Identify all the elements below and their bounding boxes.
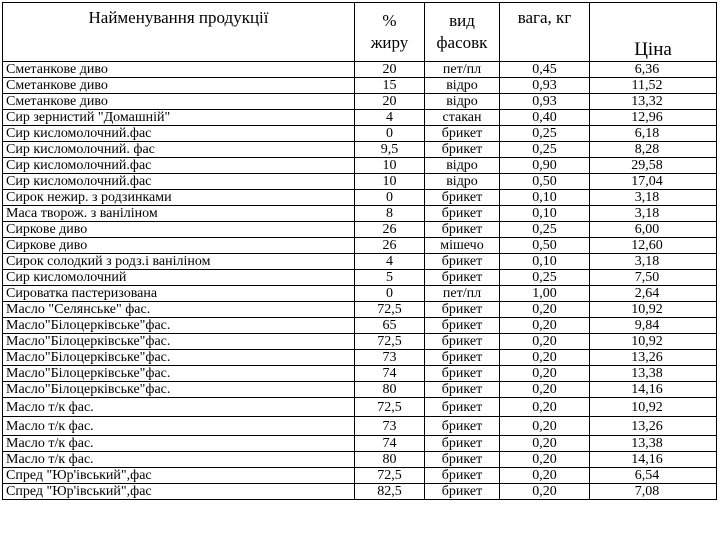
cell-name: Сироватка пастеризована [3,286,355,302]
table-row [3,158,717,174]
cell-price: 13,38 [590,436,717,452]
cell-weight: 0,20 [500,452,590,468]
cell-weight: 0,25 [500,270,590,286]
cell-price: 7,08 [590,484,717,500]
cell-weight: 0,20 [500,398,590,417]
cell-pack: брикет [425,398,500,417]
cell-weight: 0,20 [500,468,590,484]
cell-pack: брикет [425,142,500,158]
cell-fat: 72,5 [355,468,425,484]
cell-price: 6,18 [590,126,717,142]
cell-weight: 0,20 [500,302,590,318]
price-list [2,2,716,500]
cell-weight: 0,10 [500,206,590,222]
cell-price: 14,16 [590,452,717,468]
cell-name: Масло"Білоцерківське"фас. [3,350,355,366]
cell-name: Сир кисломолочний.фас [3,158,355,174]
header-price: Ціна [590,3,717,62]
cell-name: Масло т/к фас. [3,452,355,468]
cell-pack: брикет [425,222,500,238]
cell-weight: 0,90 [500,158,590,174]
cell-pack: стакан [425,110,500,126]
cell-price: 10,92 [590,398,717,417]
cell-weight: 0,93 [500,94,590,110]
table-row [3,417,717,436]
cell-fat: 10 [355,158,425,174]
cell-name: Сиркове диво [3,238,355,254]
cell-pack: брикет [425,254,500,270]
cell-fat: 20 [355,94,425,110]
cell-name: Сир зернистий "Домашній" [3,110,355,126]
cell-fat: 74 [355,366,425,382]
table-row [3,94,717,110]
cell-weight: 1,00 [500,286,590,302]
cell-name: Сир кисломолочний. фас [3,142,355,158]
cell-fat: 82,5 [355,484,425,500]
table-row [3,254,717,270]
cell-fat: 15 [355,78,425,94]
header-name: Найменування продукції [3,3,355,62]
cell-name: Маса творож. з ваніліном [3,206,355,222]
cell-name: Сиркове диво [3,222,355,238]
cell-fat: 20 [355,62,425,78]
cell-pack: пет/пл [425,62,500,78]
cell-name: Сметанкове диво [3,94,355,110]
cell-price: 6,00 [590,222,717,238]
cell-price: 13,26 [590,350,717,366]
cell-pack: брикет [425,350,500,366]
cell-name: Масло"Білоцерківське"фас. [3,318,355,334]
table-row [3,270,717,286]
table-row [3,174,717,190]
header-fat: % жиру [355,3,425,62]
cell-price: 13,32 [590,94,717,110]
cell-price: 10,92 [590,302,717,318]
cell-fat: 10 [355,174,425,190]
cell-name: Масло т/к фас. [3,417,355,436]
cell-fat: 26 [355,222,425,238]
cell-name: Спред "Юр'івський",фас [3,468,355,484]
table-row [3,302,717,318]
cell-fat: 80 [355,382,425,398]
cell-price: 29,58 [590,158,717,174]
cell-fat: 4 [355,110,425,126]
cell-price: 7,50 [590,270,717,286]
table-row [3,238,717,254]
cell-name: Сметанкове диво [3,78,355,94]
cell-pack: брикет [425,366,500,382]
cell-weight: 0,50 [500,174,590,190]
table-row [3,78,717,94]
cell-weight: 0,20 [500,350,590,366]
cell-price: 17,04 [590,174,717,190]
cell-fat: 26 [355,238,425,254]
cell-name: Масло "Селянське" фас. [3,302,355,318]
cell-pack: брикет [425,270,500,286]
table-row [3,398,717,417]
cell-weight: 0,40 [500,110,590,126]
cell-fat: 9,5 [355,142,425,158]
cell-weight: 0,20 [500,484,590,500]
cell-name: Спред "Юр'івський",фас [3,484,355,500]
table-row [3,318,717,334]
cell-fat: 0 [355,286,425,302]
header-pack: вид фасовк [425,3,500,62]
cell-weight: 0,50 [500,238,590,254]
cell-price: 3,18 [590,206,717,222]
cell-name: Сир кисломолочний.фас [3,126,355,142]
cell-weight: 0,20 [500,318,590,334]
cell-pack: брикет [425,382,500,398]
cell-fat: 65 [355,318,425,334]
cell-name: Сирок нежир. з родзинками [3,190,355,206]
cell-fat: 72,5 [355,334,425,350]
cell-weight: 0,20 [500,436,590,452]
table-row [3,286,717,302]
table-row [3,484,717,500]
cell-pack: брикет [425,436,500,452]
table-row [3,468,717,484]
cell-fat: 5 [355,270,425,286]
cell-pack: брикет [425,452,500,468]
cell-weight: 0,10 [500,190,590,206]
cell-price: 13,38 [590,366,717,382]
cell-weight: 0,25 [500,142,590,158]
cell-name: Сир кисломолочний [3,270,355,286]
cell-price: 6,54 [590,468,717,484]
table-row [3,126,717,142]
cell-price: 8,28 [590,142,717,158]
cell-price: 12,96 [590,110,717,126]
cell-weight: 0,45 [500,62,590,78]
table-row [3,190,717,206]
cell-price: 14,16 [590,382,717,398]
cell-fat: 74 [355,436,425,452]
cell-fat: 72,5 [355,302,425,318]
cell-price: 12,60 [590,238,717,254]
cell-price: 3,18 [590,190,717,206]
table-row [3,206,717,222]
table-row [3,436,717,452]
cell-name: Масло т/к фас. [3,436,355,452]
table-row [3,366,717,382]
cell-pack: відро [425,174,500,190]
cell-pack: брикет [425,206,500,222]
cell-pack: брикет [425,484,500,500]
table-row [3,382,717,398]
cell-name: Сметанкове диво [3,62,355,78]
cell-pack: брикет [425,318,500,334]
cell-price: 6,36 [590,62,717,78]
cell-fat: 4 [355,254,425,270]
table-row [3,62,717,78]
table-row [3,334,717,350]
cell-pack: мішечо [425,238,500,254]
cell-price: 2,64 [590,286,717,302]
cell-fat: 73 [355,350,425,366]
cell-pack: брикет [425,417,500,436]
product-table [2,2,717,500]
cell-name: Сир кисломолочний.фас [3,174,355,190]
cell-price: 3,18 [590,254,717,270]
cell-pack: відро [425,158,500,174]
cell-fat: 80 [355,452,425,468]
cell-pack: брикет [425,126,500,142]
cell-price: 13,26 [590,417,717,436]
cell-fat: 72,5 [355,398,425,417]
cell-weight: 0,10 [500,254,590,270]
cell-weight: 0,20 [500,334,590,350]
cell-pack: брикет [425,190,500,206]
cell-pack: брикет [425,468,500,484]
cell-weight: 0,20 [500,382,590,398]
cell-weight: 0,25 [500,222,590,238]
cell-price: 11,52 [590,78,717,94]
cell-price: 9,84 [590,318,717,334]
cell-fat: 0 [355,190,425,206]
table-row [3,452,717,468]
cell-fat: 73 [355,417,425,436]
cell-pack: відро [425,94,500,110]
cell-fat: 0 [355,126,425,142]
header-row [3,3,717,62]
cell-pack: пет/пл [425,286,500,302]
cell-pack: брикет [425,302,500,318]
cell-fat: 8 [355,206,425,222]
table-row [3,142,717,158]
cell-weight: 0,20 [500,417,590,436]
cell-weight: 0,25 [500,126,590,142]
table-row [3,110,717,126]
cell-pack: відро [425,78,500,94]
cell-pack: брикет [425,334,500,350]
table-row [3,350,717,366]
cell-name: Масло т/к фас. [3,398,355,417]
cell-name: Масло"Білоцерківське"фас. [3,382,355,398]
cell-name: Сирок солодкий з родз.і ваніліном [3,254,355,270]
cell-weight: 0,93 [500,78,590,94]
cell-name: Масло"Білоцерківське"фас. [3,366,355,382]
table-row [3,222,717,238]
header-weight: вага, кг [500,3,590,62]
cell-name: Масло"Білоцерківське"фас. [3,334,355,350]
cell-price: 10,92 [590,334,717,350]
cell-weight: 0,20 [500,366,590,382]
